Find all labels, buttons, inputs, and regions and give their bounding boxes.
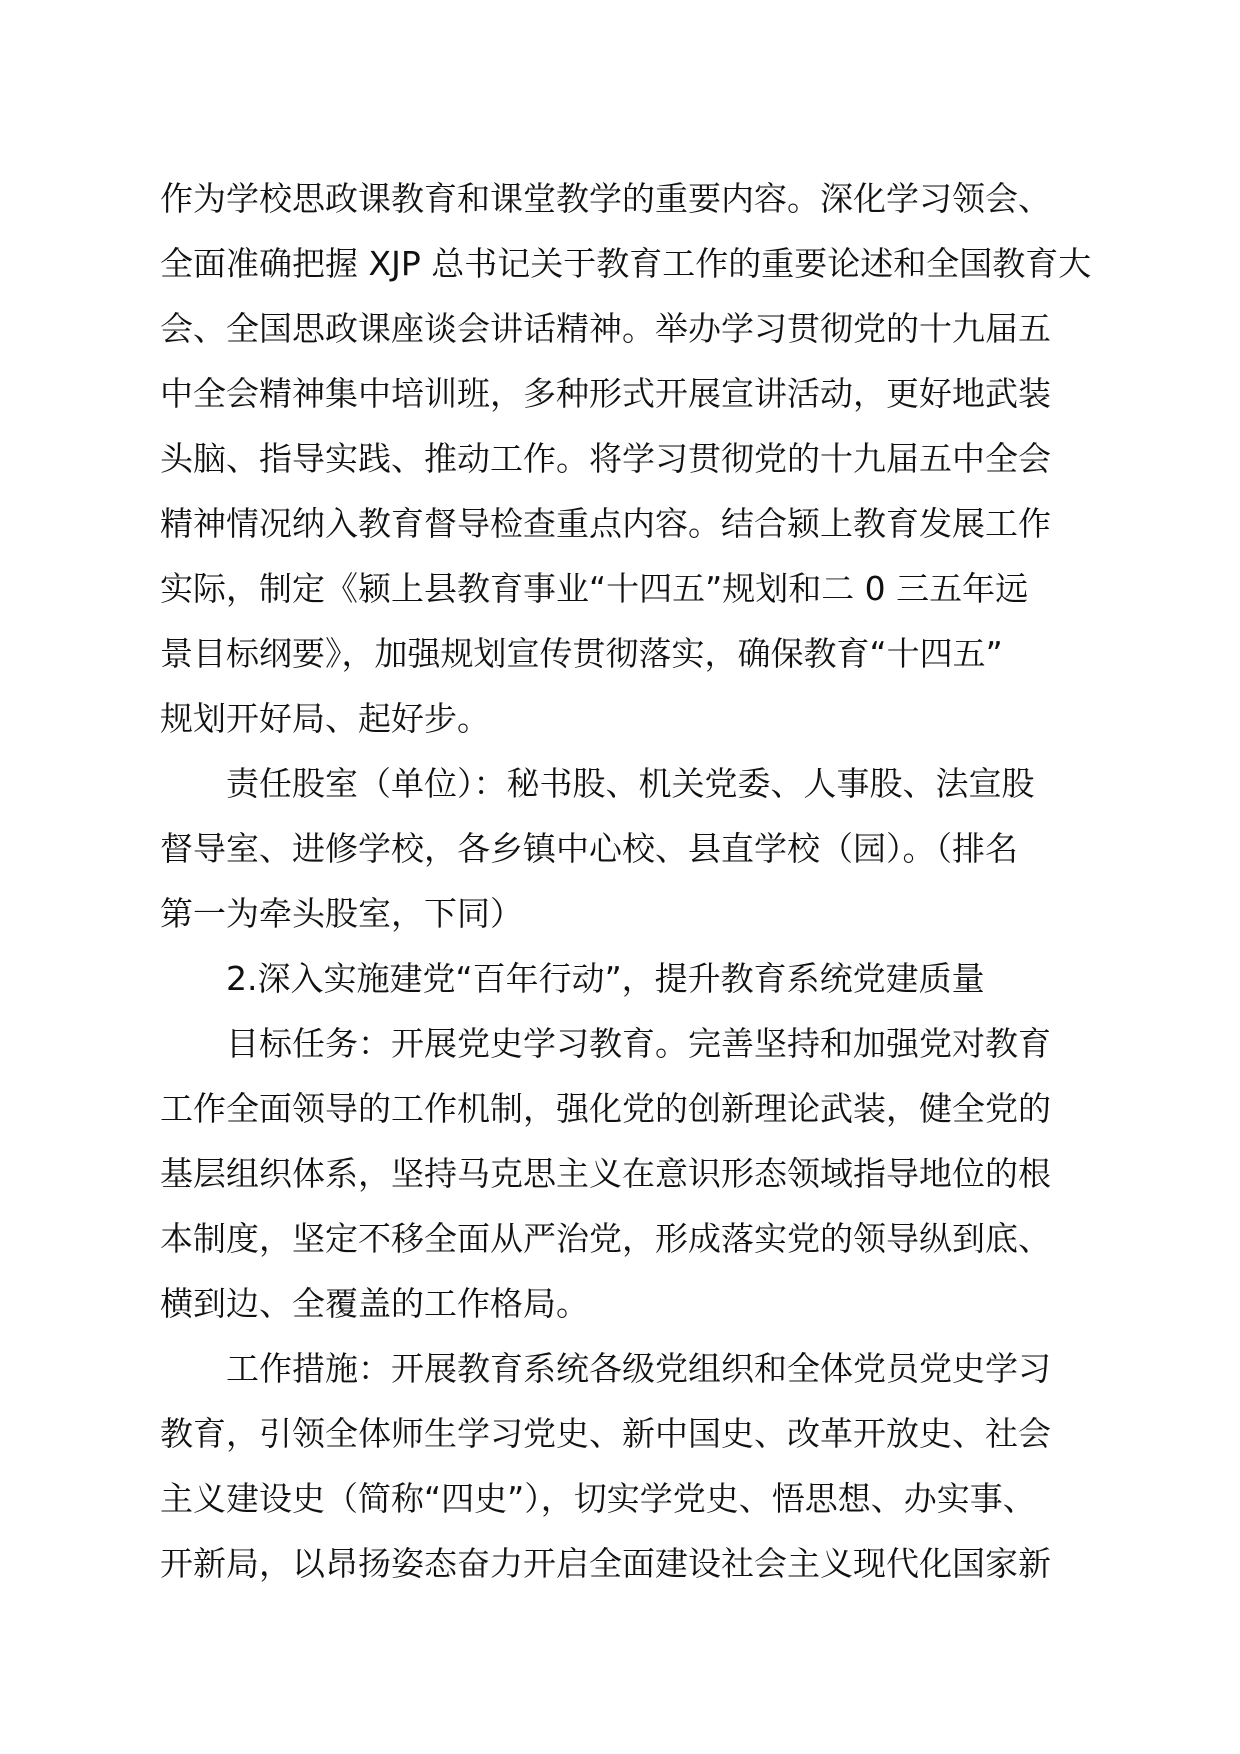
document-body: [160, 166, 1100, 1596]
body-line: 工作全面领导的工作机制，强化党的创新理论武装，健全党的: [160, 1089, 1051, 1128]
measures-paragraph-start: 工作措施：开展教育系统各级党组织和全体党员党史学习: [226, 1349, 1051, 1388]
body-line: 会、全国思政课座谈会讲话精神。举办学习贯彻党的十九届五: [160, 309, 1051, 348]
body-line: 督导室、进修学校，各乡镇中心校、县直学校（园）。（排名: [160, 829, 1018, 868]
body-line: 第一为牵头股室，下同）: [160, 894, 523, 933]
section-heading: 2.深入实施建党“百年行动”，提升教育系统党建质量: [226, 959, 985, 998]
body-line: 教育，引领全体师生学习党史、新中国史、改革开放史、社会: [160, 1414, 1051, 1453]
body-line: 主义建设史（简称“四史”），切实学党史、悟思想、办实事、: [160, 1479, 1036, 1518]
body-line: 作为学校思政课教育和课堂教学的重要内容。深化学习领会、: [160, 179, 1051, 218]
body-line: 横到边、全覆盖的工作格局。: [160, 1284, 589, 1323]
body-line: 全面准确把握 XJP 总书记关于教育工作的重要论述和全国教育大: [160, 244, 1092, 283]
body-line: 开新局，以昂扬姿态奋力开启全面建设社会主义现代化国家新: [160, 1544, 1051, 1583]
body-line: 头脑、指导实践、推动工作。将学习贯彻党的十九届五中全会: [160, 439, 1051, 478]
goal-paragraph-start: 目标任务：开展党史学习教育。完善坚持和加强党对教育: [226, 1024, 1051, 1063]
body-line: 本制度，坚定不移全面从严治党，形成落实党的领导纵到底、: [160, 1219, 1051, 1258]
body-line: 中全会精神集中培训班，多种形式开展宣讲活动，更好地武装: [160, 374, 1051, 413]
responsibility-paragraph-start: 责任股室（单位）：秘书股、机关党委、人事股、法宣股: [226, 764, 1035, 803]
body-line: 规划开好局、起好步。: [160, 699, 490, 738]
body-line: 基层组织体系，坚持马克思主义在意识形态领域指导地位的根: [160, 1154, 1051, 1193]
body-line: 景目标纲要》，加强规划宣传贯彻落实，确保教育“十四五”: [160, 634, 1003, 673]
body-line: 实际，制定《颍上县教育事业“十四五”规划和二 0 三五年远: [160, 569, 1029, 608]
body-line: 精神情况纳入教育督导检查重点内容。结合颍上教育发展工作: [160, 504, 1051, 543]
